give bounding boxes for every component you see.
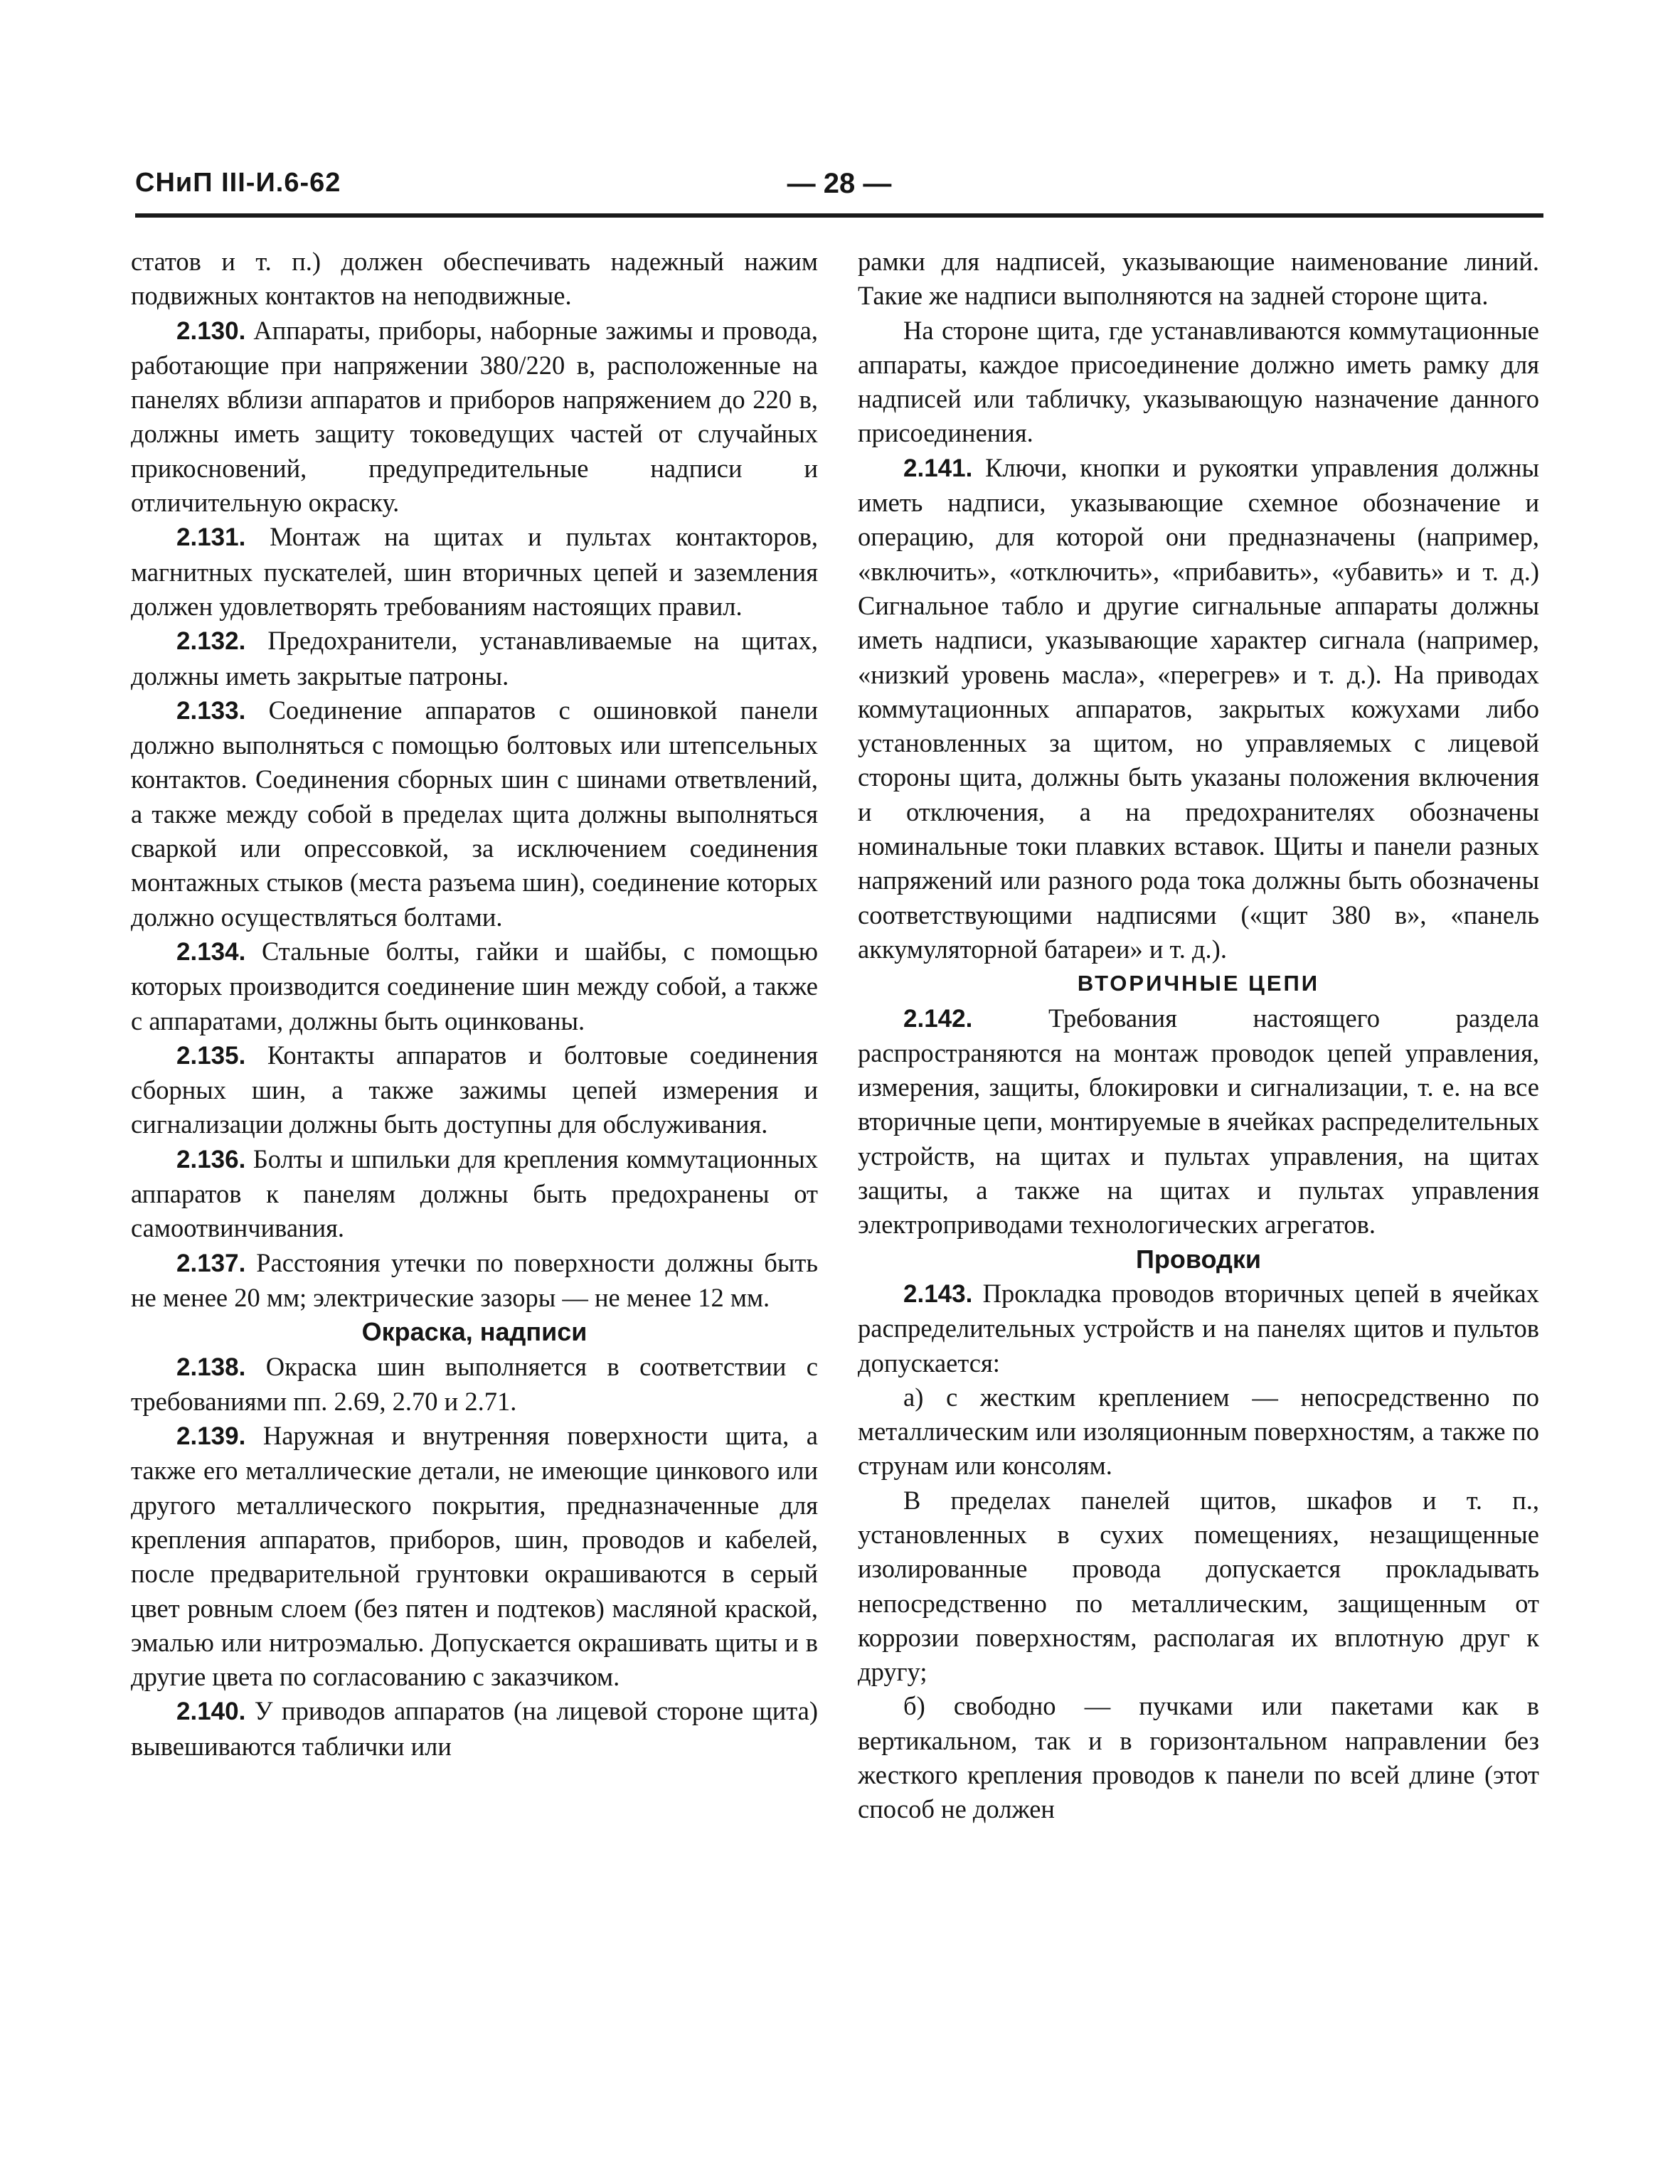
clause-text: Ключи, кнопки и рукоятки управления должны иметь надписи, указывающие схемное обозначение и операцию, для которой они предназначены (например, «включить», «отключить», «прибавить», «убавить» и т. д.) Сигнальное табло и другие сигнальные аппараты должны иметь надписи, указывающие характер сигнала (например, «низкий уровень масла», «перегрев» и т. д.). На приводах коммутационных аппаратов, закрытых кожухами либо установленных за щитом, но управляемых с лицевой стороны щита, должны быть указаны положения включения и отключения, а на предохранителях обозначены номинальные токи плавких вставок. Щиты и панели разных напряжений или разного рода тока должны быть обозначены соответствующими надписями («щит 380 в», «панель аккумуляторной батареи» и т. д.). bbox=[858, 452, 1539, 964]
clause-number: 2.142. bbox=[903, 1004, 973, 1033]
clause-text: Аппараты, приборы, наборные зажимы и провода, работающие при напряжении 380/220 в, расположенные на панелях вблизи аппаратов и приборов напряжением до 220 в, должны иметь защиту токоведущих частей от случайных прикосновений, предупредительные надписи и отличительную окраску. bbox=[131, 315, 818, 518]
clause-text: Требования настоящего раздела распространяются на монтаж проводок цепей управления, измерения, защиты, блокировки и сигнализации, т. е. на все вторичные цепи, монтируемые в ячейках распределительных устройств, на щитах и пультах управления, на щитах защиты, а также на щитах и пультах управления электроприводами технологических агрегатов. bbox=[858, 1003, 1539, 1240]
list-item-b: б) свободно — пучками или пакетами как в вертикальном, так и в горизонтальном направлении без жесткого крепления проводов к панели по всей длине (этот способ не должен bbox=[858, 1691, 1539, 1824]
clause-number: 2.132. bbox=[176, 627, 246, 656]
clause-number: 2.141. bbox=[903, 454, 973, 482]
clause-text: Окраска шин выполняется в соответствии с требованиями пп. 2.69, 2.70 и 2.71. bbox=[131, 1351, 818, 1416]
clause-number: 2.133. bbox=[176, 696, 246, 725]
clause-text: Прокладка проводов вторичных цепей в ячейках распределительных устройств и на панелях щитов и пультов допускается: bbox=[858, 1278, 1539, 1378]
clause-number: 2.136. bbox=[176, 1145, 246, 1173]
clause-number: 2.131. bbox=[176, 523, 246, 552]
paragraph: В пределах панелей щитов, шкафов и т. п., установленных в сухих помещениях, незащищенные изолированные провода допускается прокладывать непосредственно по металлическим, защищенным от коррозии поверхностям, располагая их вплотную друг к другу; bbox=[858, 1485, 1539, 1687]
clause-2-133 bbox=[131, 693, 818, 934]
clause-number: 2.134. bbox=[176, 937, 246, 966]
clause-2-143 bbox=[858, 1277, 1539, 1380]
clause-text: Монтаж на щитах и пультах контакторов, магнитных пускателей, шин вторичных цепей и заземления должен удовлетворять требованиям настоящих правил. bbox=[131, 522, 818, 621]
clause-text: Болты и шпильки для крепления коммутационных аппаратов к панелям должны быть предохранены от самоотвинчивания. bbox=[131, 1144, 818, 1243]
clause-number: 2.130. bbox=[176, 316, 246, 345]
clause-2-134 bbox=[131, 934, 818, 1038]
clause-2-138 bbox=[131, 1350, 818, 1419]
paragraph: статов и т. п.) должен обеспечивать надежный нажим подвижных контактов на неподвижные. bbox=[131, 247, 818, 311]
clause-number: 2.135. bbox=[176, 1041, 246, 1070]
document-code: СНиП III-И.6-62 bbox=[135, 168, 341, 198]
page-number: — 28 — bbox=[787, 168, 892, 199]
right-column bbox=[858, 245, 1539, 1827]
clause-2-140 bbox=[131, 1694, 818, 1764]
clause-number: 2.137. bbox=[176, 1249, 246, 1277]
clause-number: 2.138. bbox=[176, 1353, 246, 1381]
page-header bbox=[135, 168, 1543, 218]
paragraph: На стороне щита, где устанавливаются коммутационные аппараты, каждое присоединение должно иметь рамку для надписей или табличку, указывающую назначение данного присоединения. bbox=[858, 315, 1539, 448]
clause-2-132 bbox=[131, 624, 818, 693]
clause-text: Соединение аппаратов с ошиновкой панели должно выполняться с помощью болтовых или штепсельных контактов. Соединения сборных шин с шинами ответвлений, а также между собой в пределах щита должны выполняться сваркой или опрессовкой, за исключением соединения монтажных стыков (места разъема шин), соединение которых должно осуществляться болтами. bbox=[131, 695, 818, 932]
clause-text: Стальные болты, гайки и шайбы, с помощью которых производится соединение шин между собой, а также с аппаратами, должны быть оцинкованы. bbox=[131, 936, 818, 1035]
section-heading-secondary-circuits: ВТОРИЧНЫЕ ЦЕПИ bbox=[1077, 971, 1320, 996]
clause-2-136 bbox=[131, 1142, 818, 1246]
clause-number: 2.140. bbox=[176, 1698, 246, 1726]
clause-2-137 bbox=[131, 1246, 818, 1316]
paragraph: рамки для надписей, указывающие наименование линий. Такие же надписи выполняются на задней стороне щита. bbox=[858, 247, 1539, 311]
clause-number: 2.139. bbox=[176, 1422, 246, 1451]
clause-2-141 bbox=[858, 451, 1539, 966]
clause-2-142 bbox=[858, 1001, 1539, 1242]
clause-number: 2.143. bbox=[903, 1279, 973, 1308]
clause-2-139 bbox=[131, 1419, 818, 1694]
left-column bbox=[131, 245, 818, 1764]
clause-2-130 bbox=[131, 314, 818, 521]
clause-2-135 bbox=[131, 1038, 818, 1142]
clause-text: Наружная и внутренняя поверхности щита, а также его металлические детали, не имеющие цинкового или другого металлического покрытия, предназначенные для крепления аппаратов, приборов, шин, проводов и кабелей, после предварительной грунтовки окрашиваются в серый цвет ровным слоем (без пятен и подтеков) масляной краской, эмалью или нитроэмалью. Допускается окрашивать щиты и в другие цвета по согласованию с заказчиком. bbox=[131, 1421, 818, 1692]
clause-text: Расстояния утечки по поверхности должны быть не менее 20 мм; электрические зазоры — не менее 12 мм. bbox=[131, 1247, 818, 1312]
list-item-a: а) с жестким креплением — непосредственно по металлическим или изоляционным поверхностям, а также по струнам или консолям. bbox=[858, 1382, 1539, 1481]
clause-text: Предохранители, устанавливаемые на щитах, должны иметь закрытые патроны. bbox=[131, 626, 818, 691]
clause-text: Контакты аппаратов и болтовые соединения сборных шин, а также зажимы цепей измерения и сигнализации должны быть доступны для обслуживания. bbox=[131, 1040, 818, 1139]
section-heading-wiring: Проводки bbox=[1135, 1244, 1262, 1274]
section-heading-painting: Окраска, надписи bbox=[361, 1317, 588, 1347]
clause-2-131 bbox=[131, 520, 818, 624]
clause-text: У приводов аппаратов (на лицевой стороне щита) вывешиваются таблички или bbox=[131, 1696, 818, 1761]
